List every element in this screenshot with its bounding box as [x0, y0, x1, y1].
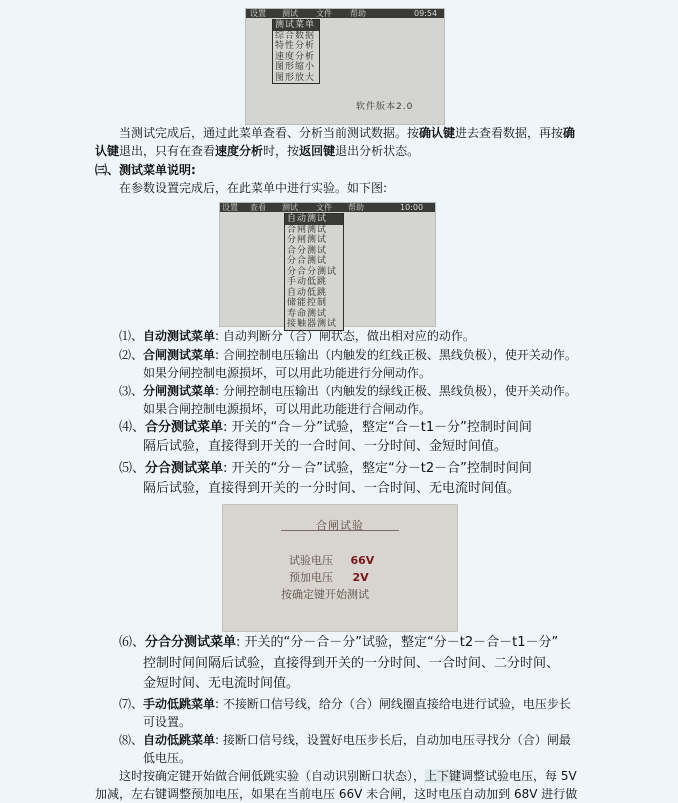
test-voltage-value: 66V — [350, 554, 375, 567]
paragraph-line — [95, 786, 577, 803]
item-text: : 自动判断分（合）闸状态，做出相对应的动作。 — [215, 329, 475, 343]
menu-item-characteristic-analysis: 特性分析 — [275, 41, 316, 51]
item-title: 合分测试菜单 — [145, 420, 224, 435]
menu-item-close-test: 合闸测试 — [287, 224, 328, 235]
text-run: 退出，只有在查看 — [119, 144, 216, 158]
software-version: 软件版本2.0 — [356, 102, 414, 112]
text-run: 当测试完成后，通过此菜单查看、分析当前测试数据。按 — [119, 126, 420, 140]
menubar-item: 测试 — [282, 203, 298, 212]
item-number: ⑸、 — [119, 461, 146, 476]
device-screen-test-menu-expanded — [219, 202, 436, 327]
text-run: 调整试验电压，每 5V — [461, 769, 577, 783]
test-dropdown-menu — [284, 213, 344, 331]
menubar-item: 文件 — [316, 203, 332, 212]
menu-item-manual-low-trip: 手动低跳 — [287, 277, 328, 287]
key-term-confirm-part: 确 — [563, 126, 576, 140]
menu-item-life-test: 寿命测试 — [287, 308, 328, 319]
preset-row — [289, 569, 369, 585]
device-menubar — [246, 9, 444, 18]
start-hint: 按确定键开始测试 — [281, 588, 369, 601]
item-title: 合闸测试菜单 — [143, 348, 216, 362]
device-clock: 09:54 — [414, 9, 438, 18]
item-text: : 合闸控制电压输出（内触发的红线正极、黑线负极），使开关动作。 — [215, 348, 577, 362]
text-run: 调整预加电压，如果在当前电压 66V 未合闸，这时电压自动加到 68V 进行做 — [167, 787, 578, 801]
menubar-item: 查看 — [250, 203, 266, 212]
item-number: ⑺、 — [119, 697, 144, 711]
menubar-item: 设置 — [222, 203, 238, 212]
menu-item-test-menu: 测试菜单 — [273, 20, 319, 31]
list-item-continuation: 低电压。 — [143, 751, 192, 765]
menu-item-close-open-test: 合分测试 — [287, 245, 328, 256]
list-item-continuation: 控制时间间隔后试验，直接得到开关的一分时间、一合时间、二分时间、 — [143, 656, 560, 671]
test-voltage-label: 试验电压 — [289, 554, 333, 567]
key-term-leftright: 左右键 — [131, 787, 168, 801]
menu-item-zoom-in: 图形放大 — [275, 72, 316, 83]
list-item — [119, 328, 475, 345]
list-item-continuation: 如果合闸控制电源损坏，可以用此功能进行合闸动作。 — [143, 402, 432, 416]
menubar-item: 文件 — [316, 9, 332, 18]
list-item — [119, 347, 577, 364]
item-number: ⑻、 — [119, 733, 144, 747]
item-number: ⑴、 — [119, 329, 144, 343]
key-term-speed-analysis: 速度分析 — [215, 144, 264, 158]
menubar-item: 帮助 — [350, 9, 366, 18]
list-item — [119, 634, 558, 652]
item-text: : 开关的“分－合”试验，整定“分－t2－合”控制时间间 — [223, 461, 532, 476]
list-item — [119, 460, 532, 478]
test-dropdown-menu — [272, 19, 320, 84]
item-title: 自动低跳菜单 — [143, 733, 216, 747]
menu-item-auto-test: 自动测试 — [285, 214, 343, 225]
device-screen-close-test — [222, 504, 458, 632]
section-heading: ㈢、测试菜单说明: — [95, 163, 196, 177]
list-item — [119, 696, 571, 713]
list-item-continuation: 可设置。 — [143, 715, 192, 729]
item-title: 分闸测试菜单 — [143, 384, 216, 398]
key-term-confirm-part: 认键 — [95, 144, 120, 158]
text-run: 退出分析状态。 — [335, 144, 420, 158]
menu-item-auto-low-trip: 自动低跳 — [287, 287, 328, 298]
menu-item-speed-analysis: 速度分析 — [275, 51, 316, 62]
list-item — [119, 732, 571, 749]
item-text: : 开关的“分－合－分”试验，整定“分－t2－合－t1－分” — [236, 635, 559, 650]
item-text: : 接断口信号线，设置好电压步长后，自动加电压寻找分（合）闸最 — [215, 733, 571, 747]
item-number: ⑷、 — [119, 420, 146, 435]
preset-voltage-label: 预加电压 — [289, 571, 333, 584]
key-term-confirm: 确认键 — [419, 126, 456, 140]
paragraph-line — [119, 768, 577, 785]
menubar-item: 帮助 — [348, 203, 364, 212]
menubar-item: 设置 — [250, 9, 266, 18]
list-item — [119, 383, 577, 400]
item-number: ⑹、 — [119, 635, 146, 650]
menu-item-combined-data: 综合数据 — [275, 30, 316, 41]
menu-item-open-close-test: 分合测试 — [287, 256, 328, 266]
section-intro: 在参数设置完成后，在此菜单中进行实验。如下图: — [119, 181, 388, 195]
item-title: 手动低跳菜单 — [143, 697, 216, 711]
text-run: 这时按确定键开始做合闸低跳实验（自动识别断口状态）， — [119, 769, 426, 783]
text-run: 加减， — [95, 787, 132, 801]
text-run: 进去查看数据，再按 — [455, 126, 564, 140]
device-menubar — [220, 203, 435, 212]
menu-item-open-close-open-test: 分合分测试 — [287, 266, 338, 277]
paragraph-line — [95, 143, 419, 160]
item-number: ⑵、 — [119, 348, 144, 362]
list-item — [119, 419, 532, 437]
list-item-continuation: 金短时间、无电流时间值。 — [143, 676, 300, 691]
item-text: : 开关的“合－分”试验，整定“合－t1－分”控制时间间 — [223, 420, 532, 435]
menu-item-open-test: 分闸测试 — [287, 235, 328, 245]
key-term-updown: 上下键 — [425, 769, 462, 783]
menubar-item: 测试 — [282, 9, 298, 18]
text-run: 时，按 — [263, 144, 300, 158]
menu-item-energy-storage-control: 储能控制 — [287, 298, 328, 308]
paragraph-line — [119, 125, 575, 142]
item-title: 自动测试菜单 — [143, 329, 216, 343]
dialog-title: 合闸试验 — [316, 519, 364, 532]
list-item-continuation: 如果分闸控制电源损坏，可以用此功能进行分闸动作。 — [143, 366, 432, 380]
menu-item-contactor-test: 接触器测试 — [287, 319, 338, 329]
item-title: 分合测试菜单 — [145, 461, 224, 476]
list-item-continuation: 隔后试验，直接得到开关的一合时间、一分时间、金短时间值。 — [143, 439, 508, 454]
list-item-continuation: 隔后试验，直接得到开关的一分时间、一合时间、无电流时间值。 — [143, 481, 521, 496]
device-clock: 10:00 — [400, 203, 424, 212]
key-term-return: 返回键 — [299, 144, 336, 158]
menu-item-zoom-out: 图形缩小 — [275, 62, 316, 72]
item-text: : 分闸控制电压输出（内触发的绿线正极、黑线负极），使开关动作。 — [215, 384, 577, 398]
item-title: 分合分测试菜单 — [145, 635, 237, 650]
device-screen-test-menu — [245, 8, 445, 125]
preset-voltage-value: 2V — [352, 571, 369, 584]
item-text: : 不接断口信号线，给分（合）闸线圈直接给电进行试验，电压步长 — [215, 697, 571, 711]
voltage-row — [289, 552, 374, 568]
title-underline — [281, 530, 399, 531]
item-number: ⑶、 — [119, 384, 144, 398]
